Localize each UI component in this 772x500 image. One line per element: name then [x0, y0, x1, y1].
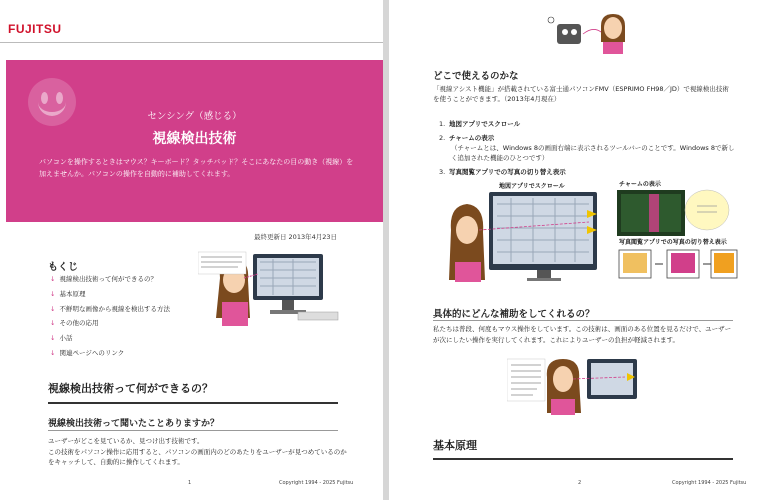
girl-at-monitor-illustration	[198, 248, 348, 328]
copyright: Copyright 1994 - 2025 Fujitsu	[279, 480, 354, 486]
toc-item[interactable]: ↓ 不鮮明な画像から視線を検出する方法	[50, 304, 170, 313]
page-number: 2	[578, 480, 582, 486]
body-text: ユーザーがどこを見ているか、見つけ出す技術です。 この技術をパソコン操作に応用すると、パソコンの画面内のどのあたりをユーザーが見つめているのかをキャッチして、自動的に操作してくれます。	[48, 437, 347, 466]
page-number: 1	[188, 480, 192, 486]
toc-item[interactable]: ↓ その他の応用	[50, 319, 99, 328]
arrow-down-icon: ↓	[50, 304, 56, 313]
toc-item[interactable]: ↓ 視線検出技術って何ができるの？	[50, 275, 157, 283]
toc-item[interactable]: ↓ 関連ページへのリンク	[50, 348, 125, 357]
label-photo-switch: 写真閲覧アプリでの写真の切り替え表示	[619, 239, 727, 246]
last-updated: 最終更新日 2013年4月23日	[253, 233, 337, 241]
arrow-down-icon: ↓	[50, 334, 56, 343]
hero-banner	[6, 60, 383, 222]
section-heading: どこで使えるのかな	[433, 71, 519, 82]
copyright: Copyright 1994 - 2025 Fujitsu	[672, 480, 747, 486]
arrow-down-icon: ↓	[50, 348, 56, 357]
arrow-down-icon: ↓	[50, 275, 56, 283]
section-heading: 具体的にどんな補助をしてくれるの？	[433, 309, 595, 320]
document-page-1	[0, 0, 383, 500]
label-charm: チャームの表示	[619, 181, 661, 188]
hero-category: センシング（感じる）	[147, 111, 242, 122]
list-item: 3. 写真閲覧アプリでの写真の切り替え表示	[439, 168, 566, 176]
list-item: 2. チャームの表示 （チャームとは、Windows 8の画面右端に表示されるツールバーのことです。Windows 8で新しく追加された機能のひとつです）	[439, 134, 735, 162]
mouse-free-illustration	[507, 355, 639, 415]
body-text: 「視線アシスト機能」が搭載されている富士通パソコンFMV（ESPRIMO FH98／JD）で視線検出技術を使うことができます。（2013年4月現在）	[433, 85, 729, 103]
hero-description: パソコンを操作するときはマウス？キーボード？タッチパッド？そこにあなたの目の動き（視線）を加えませんか。パソコンの操作を自動的に補助してくれます。	[39, 158, 354, 178]
subsection-heading: 視線検出技術って聞いたことありますか？	[48, 419, 220, 429]
arrow-down-icon: ↓	[50, 289, 56, 298]
fujitsu-logo: FUJITSU	[8, 22, 62, 36]
toc-item[interactable]: ↓ 基本原理	[50, 289, 86, 298]
section-heading: 基本原理	[433, 439, 477, 452]
table-of-contents	[50, 274, 170, 363]
arrow-down-icon: ↓	[50, 319, 56, 328]
document-page-2	[389, 0, 772, 500]
page-title: 視線検出技術	[152, 131, 237, 147]
body-text: 私たちは普段、何度もマウス操作をしています。この技術は、画面のある位置を見るだけで、ユーザーが次にしたい操作を実行してくれます。これによりユーザーの負担が軽減されます。	[433, 325, 732, 344]
subsection-rule	[48, 430, 338, 431]
gaze-assist-examples-illustration	[449, 180, 739, 288]
label-map-scroll: 地図アプリでスクロール	[499, 183, 565, 190]
header-rule	[0, 42, 383, 43]
section-rule	[48, 402, 338, 404]
list-item: 1. 地図アプリでスクロール	[439, 120, 521, 128]
robot-and-girl-illustration	[537, 12, 637, 54]
toc-item[interactable]: ↓ 小話	[50, 334, 73, 343]
toc-title: もくじ	[48, 262, 78, 273]
section-heading: 視線検出技術って何ができるの？	[48, 382, 213, 395]
section-rule	[433, 320, 733, 321]
section-rule	[433, 458, 733, 460]
